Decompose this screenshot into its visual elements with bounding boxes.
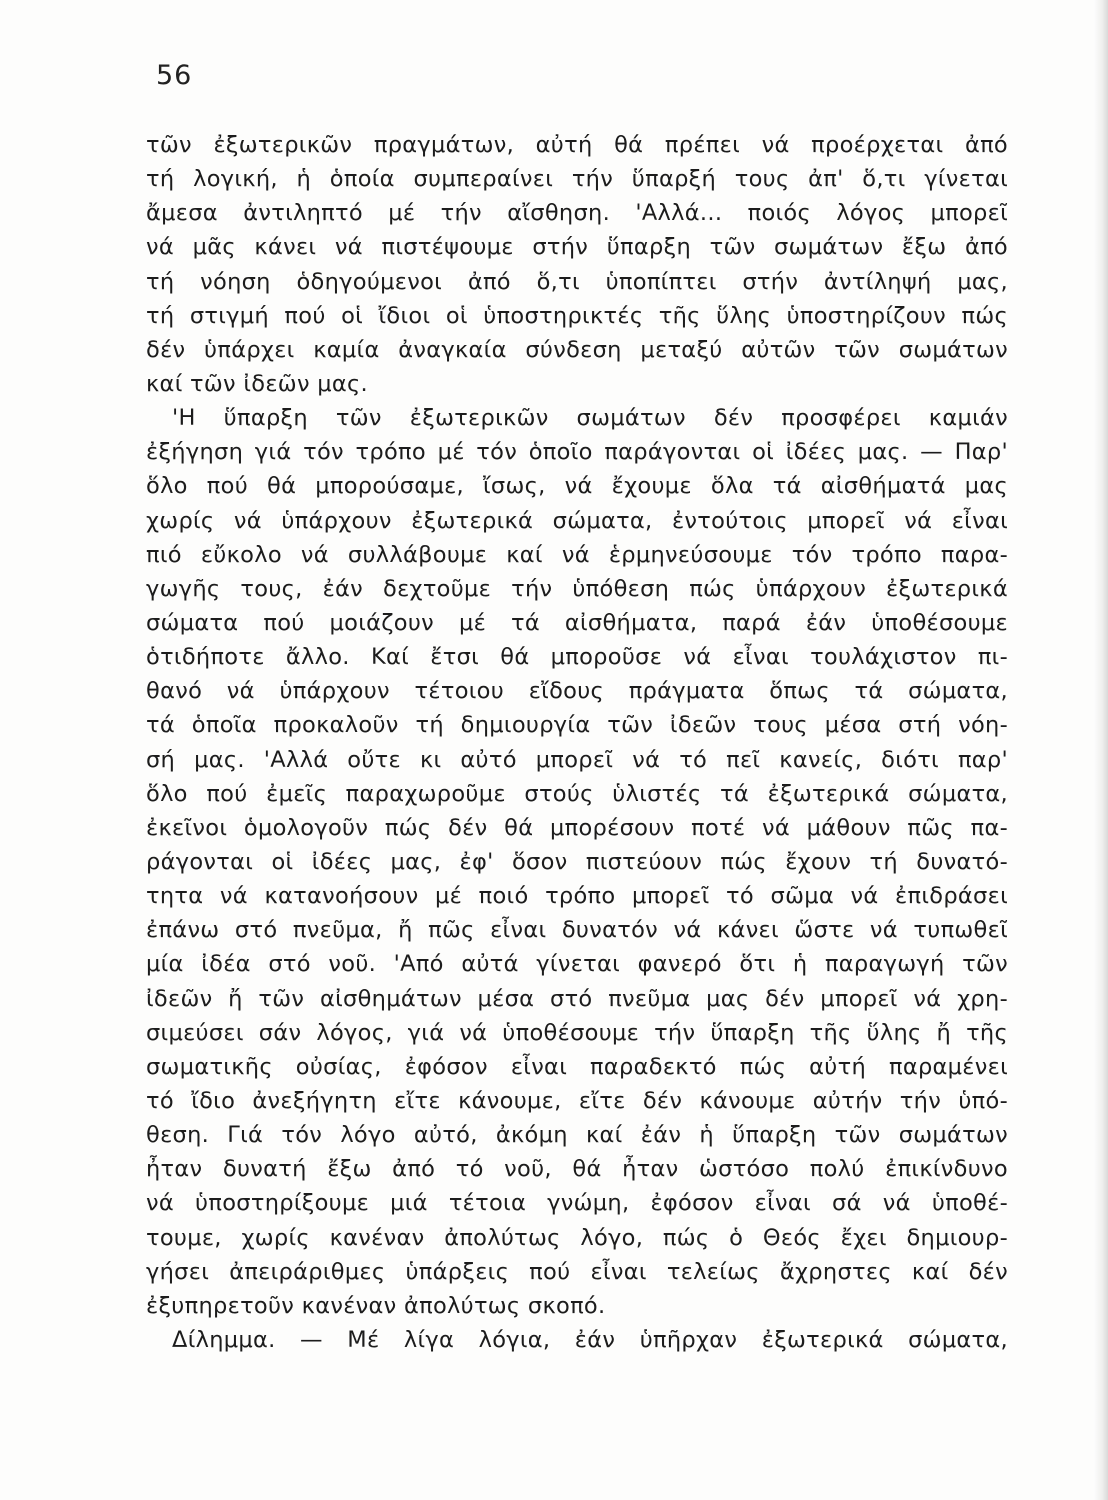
text-line: νά μᾶς κάνει νά πιστέψουμε στήν ὕπαρξη τῶν σωμάτων ἔξω ἀπό: [146, 234, 1008, 261]
text-line: τῶν ἐξωτερικῶν πραγμάτων, αὐτή θά πρέπει νά προέρχεται ἀπό: [146, 132, 1008, 158]
text-line: θεση. Γιά τόν λόγο αὐτό, ἀκόμη καί ἐάν ἡ ὕπαρξη τῶν σωμάτων: [146, 1122, 1008, 1149]
text-line: σώματα πού μοιάζουν μέ τά αἰσθήματα, παρά ἐάν ὑποθέσουμε: [146, 609, 1008, 636]
text-line: νά ὑποστηρίξουμε μιά τέτοια γνώμη, ἐφόσον εἶναι σά νά ὑποθέ-: [146, 1190, 1008, 1217]
text-line: ράγονται οἱ ἰδέες μας, ἐφ' ὅσον πιστεύουν πώς ἔχουν τή δυνατό-: [146, 848, 1008, 875]
text-line: ἐπάνω στό πνεῦμα, ἤ πῶς εἶναι δυνατόν νά κάνει ὥστε νά τυπωθεῖ: [146, 917, 1008, 944]
page-number: 56: [156, 60, 193, 91]
text-line: σωματικῆς οὐσίας, ἐφόσον εἶναι παραδεκτό πώς αὐτή παραμένει: [146, 1053, 1008, 1080]
text-line: ἦταν δυνατή ἔξω ἀπό τό νοῦ, θά ἦταν ὡστόσο πολύ ἐπικίνδυνο: [146, 1156, 1008, 1183]
text-line: δέν ὑπάρχει καμία ἀναγκαία σύνδεση μεταξύ αὐτῶν τῶν σωμάτων: [146, 336, 1008, 363]
text-line: ἐξυπηρετοῦν κανέναν ἀπολύτως σκοπό.: [146, 1292, 606, 1319]
text-line: ἰδεῶν ἤ τῶν αἰσθημάτων μέσα στό πνεῦμα μας δέν μπορεῖ νά χρη-: [146, 985, 1008, 1012]
text-line: γωγῆς τους, ἐάν δεχτοῦμε τήν ὑπόθεση πώς ὑπάρχουν ἐξωτερικά: [146, 575, 1008, 602]
paragraph-start-line: 'Η ὕπαρξη τῶν ἐξωτερικῶν σωμάτων δέν προσφέρει καμιάν: [172, 405, 1008, 432]
text-line: ὅλο πού ἐμεῖς παραχωροῦμε στούς ὑλιστές τά ἐξωτερικά σώματα,: [146, 780, 1008, 807]
text-line: γήσει ἀπειράριθμες ὑπάρξεις πού εἶναι τελείως ἄχρηστες καί δέν: [146, 1258, 1008, 1285]
text-line: τητα νά κατανοήσουν μέ ποιό τρόπο μπορεῖ τό σῶμα νά ἐπιδράσει: [146, 883, 1008, 910]
text-line: ἐκεῖνοι ὁμολογοῦν πώς δέν θά μπορέσουν ποτέ νά μάθουν πῶς πα-: [146, 814, 1008, 841]
text-line: τά ὁποῖα προκαλοῦν τή δημιουργία τῶν ἰδεῶν τους μέσα στή νόη-: [146, 712, 1008, 739]
text-line: ὅλο πού θά μπορούσαμε, ἴσως, νά ἔχουμε ὅλα τά αἰσθήματά μας: [146, 473, 1008, 500]
text-line: μία ἰδέα στό νοῦ. 'Από αὐτά γίνεται φανερό ὅτι ἡ παραγωγή τῶν: [146, 951, 1008, 978]
text-line: χωρίς νά ὑπάρχουν ἐξωτερικά σώματα, ἐντούτοις μπορεῖ νά εἶναι: [146, 507, 1008, 534]
text-line: τή νόηση ὁδηγούμενοι ἀπό ὅ,τι ὑποπίπτει στήν ἀντίληψή μας,: [146, 268, 1008, 295]
text-line: πιό εὔκολο νά συλλάβουμε καί νά ἑρμηνεύσουμε τόν τρόπο παρα-: [146, 541, 1008, 568]
text-line: θανό νά ὑπάρχουν τέτοιου εἴδους πράγματα ὅπως τά σώματα,: [146, 678, 1008, 705]
text-line: τή στιγμή πού οἱ ἴδιοι οἱ ὑποστηρικτές τῆς ὕλης ὑποστηρίζουν πώς: [146, 302, 1008, 329]
paragraph-start-line: Δίλημμα. — Μέ λίγα λόγια, ἐάν ὑπῆρχαν ἐξωτερικά σώματα,: [172, 1326, 1008, 1353]
text-line: ἐξήγηση γιά τόν τρόπο μέ τόν ὁποῖο παράγονται οἱ ἰδέες μας. — Παρ': [146, 439, 1008, 466]
text-line: τουμε, χωρίς κανέναν ἀπολύτως λόγο, πώς ὁ Θεός ἔχει δημιουρ-: [146, 1224, 1008, 1251]
text-line: σιμεύσει σάν λόγος, γιά νά ὑποθέσουμε τήν ὕπαρξη τῆς ὕλης ἤ τῆς: [146, 1019, 1008, 1046]
text-line: τή λογική, ἡ ὁποία συμπεραίνει τήν ὕπαρξή τους ἀπ' ὅ,τι γίνεται: [146, 166, 1008, 193]
text-line: ἄμεσα ἀντιληπτό μέ τήν αἴσθηση. 'Αλλά... ποιός λόγος μπορεῖ: [146, 200, 1008, 227]
page-edge-shadow: [1094, 0, 1108, 1500]
text-line: καί τῶν ἰδεῶν μας.: [146, 370, 368, 397]
text-line: τό ἴδιο ἀνεξήγητη εἴτε κάνουμε, εἴτε δέν κάνουμε αὐτήν τήν ὑπό-: [146, 1087, 1008, 1114]
body-text: [146, 128, 1008, 1357]
text-line: σή μας. 'Αλλά οὔτε κι αὐτό μπορεῖ νά τό πεῖ κανείς, διότι παρ': [146, 746, 1008, 773]
text-line: ὁτιδήποτε ἄλλο. Καί ἔτσι θά μποροῦσε νά εἶναι τουλάχιστον πι-: [146, 644, 1008, 671]
